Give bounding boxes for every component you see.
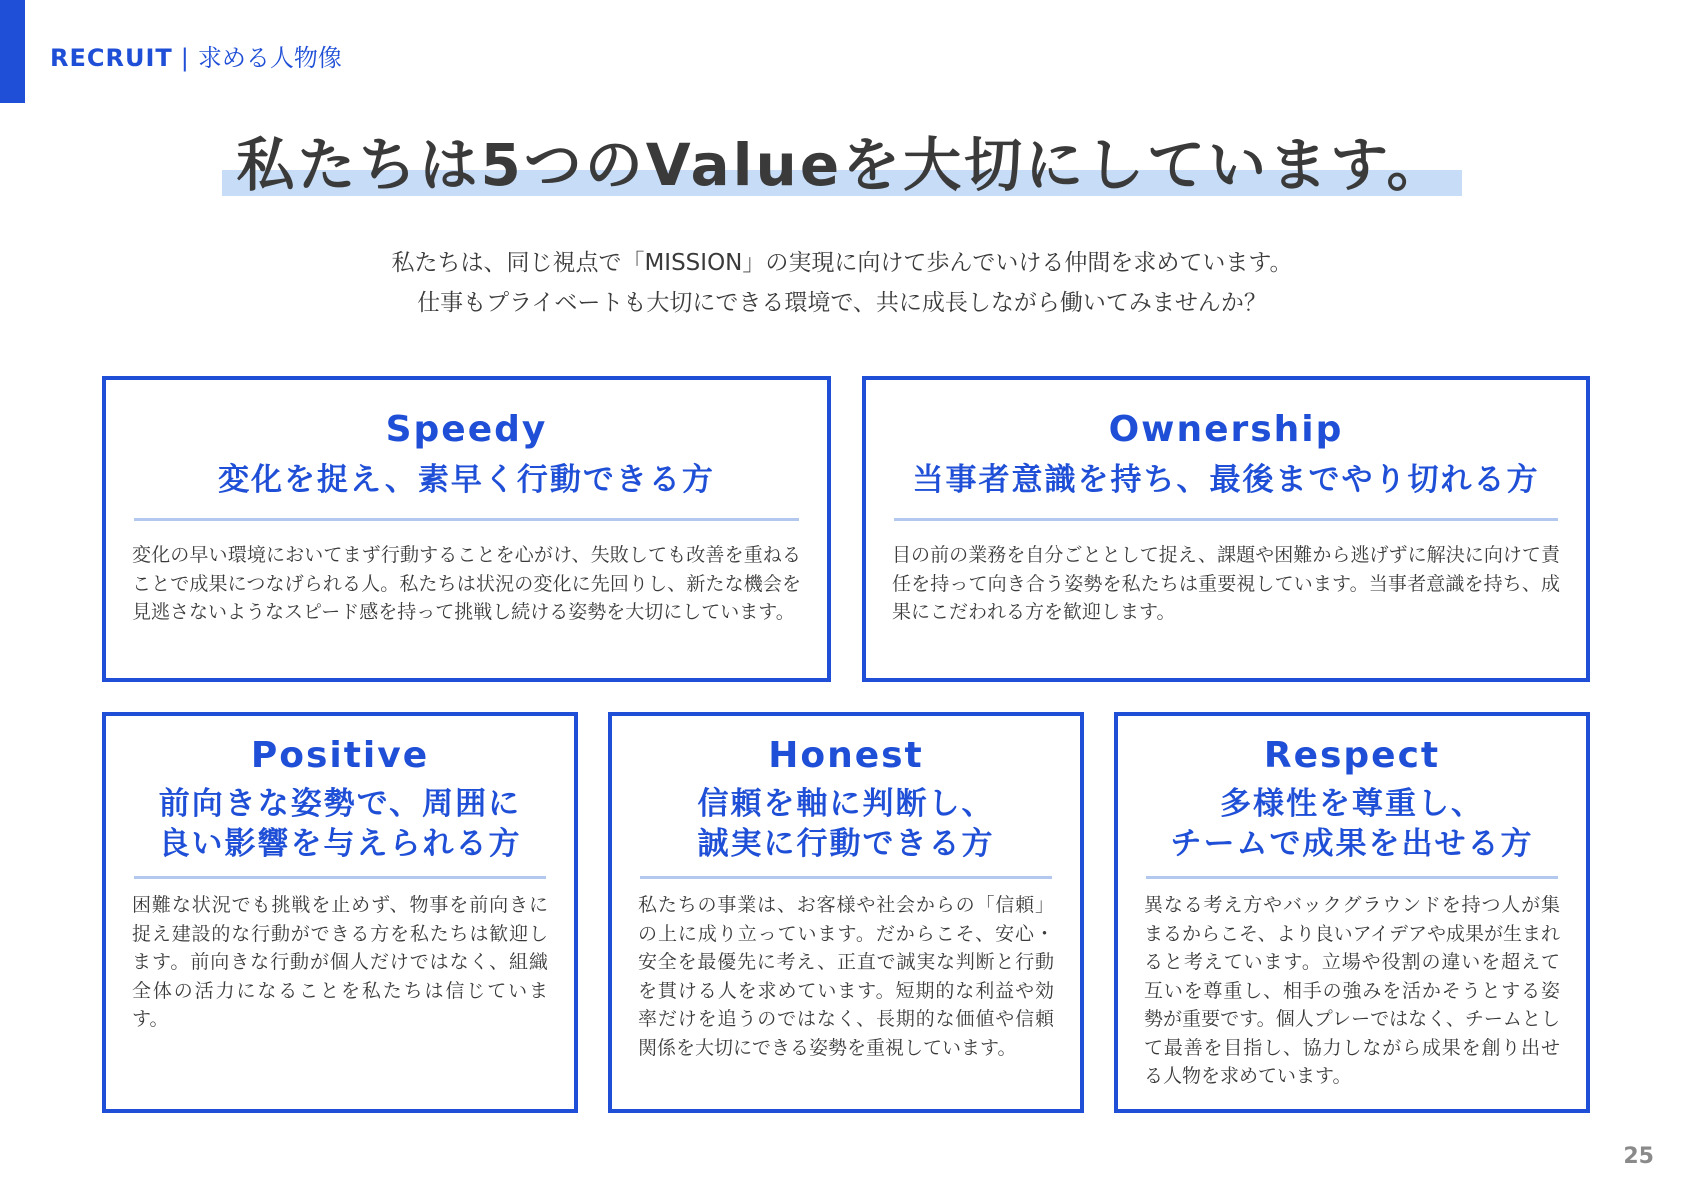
value-title-en: Ownership <box>1108 409 1344 450</box>
value-title-ja-line-2: 良い影響を与えられる方 <box>158 826 522 862</box>
value-title-en: Respect <box>1263 735 1441 776</box>
value-description: 目の前の業務を自分ごととして捉え、課題や困難から逃げずに解決に向けて責任を持って向き合う姿勢を私たちは重要視しています。当事者意識を持ち、成果にこだわれる方を歓迎します。 <box>892 544 1560 623</box>
value-title-ja-line-2: 誠実に行動できる方 <box>697 826 995 862</box>
title-area <box>0 118 1684 202</box>
value-title-en: Honest <box>768 735 924 776</box>
page-number: 25 <box>1623 1144 1654 1169</box>
divider <box>134 876 546 879</box>
header-separator: | <box>180 44 190 72</box>
value-title-ja-line-1: 多様性を尊重し、 <box>1220 786 1484 822</box>
value-title-en: Positive <box>250 735 430 776</box>
value-card-respect <box>1114 712 1590 1113</box>
header-label: RECRUIT <box>50 44 173 72</box>
value-title-ja-line-2: チームで成果を出せる方 <box>1170 826 1534 862</box>
intro-text <box>0 243 1684 323</box>
value-card-ownership <box>862 376 1590 682</box>
section-header <box>50 38 342 73</box>
value-card-honest <box>608 712 1084 1113</box>
page-title <box>222 118 1461 202</box>
divider <box>1146 876 1558 879</box>
accent-bar <box>0 0 25 103</box>
value-title-ja: 変化を捉え、素早く行動できる方 <box>218 462 715 498</box>
value-title-ja-line-1: 信頼を軸に判断し、 <box>697 786 995 822</box>
intro-line-1: 私たちは、同じ視点で「MISSION」の実現に向けて歩んでいける仲間を求めています。 <box>391 250 1293 276</box>
intro-line-2: 仕事もプライベートも大切にできる環境で、共に成長しながら働いてみませんか？ <box>417 290 1267 316</box>
value-card-positive <box>102 712 578 1113</box>
header-section: 求める人物像 <box>197 44 342 72</box>
value-description: 変化の早い環境においてまず行動することを心がけ、失敗しても改善を重ねることで成果につなげられる人。私たちは状況の変化に先回りし、新たな機会を見逃さないようなスピード感を持って挑戦し続ける姿勢を大切にしています。 <box>132 544 801 623</box>
value-description: 私たちの事業は、お客様や社会からの「信頼」の上に成り立っています。だからこそ、安心・安全を最優先に考え、正直で誠実な判断と行動を貫ける人を求めています。短期的な利益や効率だけを追うのではなく、長期的な価値や信頼関係を大切にできる姿勢を重視しています。 <box>638 894 1054 1059</box>
value-title-en: Speedy <box>385 409 548 450</box>
value-description: 異なる考え方やバックグラウンドを持つ人が集まるからこそ、より良いアイデアや成果が生まれると考えています。立場や役割の違いを超えて互いを尊重し、相手の強みを活かそうとする姿勢が重要です。個人プレーではなく、チームとして最善を目指し、協力しながら成果を創り出せる人物を求めています。 <box>1144 894 1560 1087</box>
divider <box>134 518 799 521</box>
divider <box>640 876 1052 879</box>
page-title-text: 私たちは5つのValueを大切にしています。 <box>236 131 1448 199</box>
divider <box>894 518 1558 521</box>
value-title-ja-line-1: 前向きな姿勢で、周囲に <box>158 786 522 822</box>
value-description: 困難な状況でも挑戦を止めず、物事を前向きに捉え建設的な行動ができる方を私たちは歓迎します。前向きな行動が個人だけではなく、組織全体の活力になることを私たちは信じています。 <box>132 894 548 1030</box>
value-title-ja: 当事者意識を持ち、最後までやり切れる方 <box>912 462 1540 498</box>
value-card-speedy <box>102 376 831 682</box>
